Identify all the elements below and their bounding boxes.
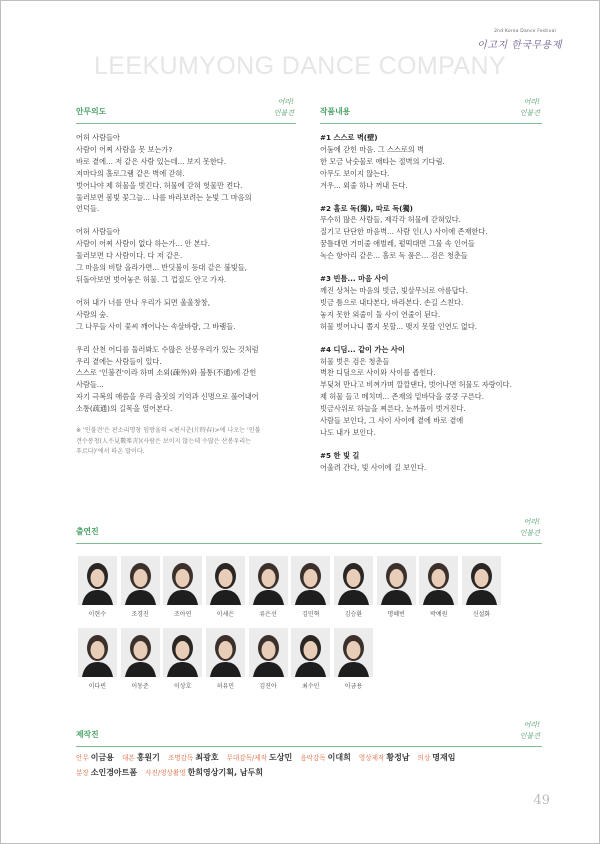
section-label-content: 작품내용 xyxy=(320,107,351,116)
text-line: 놓지 못한 외줄이 둘 사이 연줄이 된다. xyxy=(320,309,441,319)
content-part xyxy=(320,132,546,192)
stamp-logo: 어라! 인불견 xyxy=(519,518,540,537)
part-title: #5 한 빛 길 xyxy=(320,450,360,460)
text-line: 무수히 많은 사람들, 제각각 허물에 갇혀있다. xyxy=(320,215,461,225)
credit-line xyxy=(76,751,546,766)
part-title: #2 홀로 독(獨), 따로 독(獨) xyxy=(320,203,413,213)
page-number: 49 xyxy=(533,793,550,808)
credit-role: 음악감독 xyxy=(300,754,326,762)
portrait-photo xyxy=(163,628,202,677)
credit-name: 이대희 xyxy=(327,753,351,762)
cast-name: 조아연 xyxy=(174,611,192,618)
cast-name: 최수인 xyxy=(302,683,320,690)
cast-member xyxy=(76,556,119,618)
note-line: 푸르다)'에서 따온 말이다. xyxy=(76,448,145,456)
content-part xyxy=(320,450,546,474)
intent-text xyxy=(76,132,302,458)
portrait-photo xyxy=(291,628,330,677)
portrait-photo xyxy=(377,556,416,605)
text-line: 뒤돌아보면 벗어놓은 허물. 그 껍질도 안고 가자. xyxy=(76,274,227,284)
text-line: 깨진 상처는 마음의 빗금, 빛살무늬로 아름답다. xyxy=(320,285,468,295)
text-line: 바로 곁에... 저 같은 사람 있는데... 보지 못한다. xyxy=(76,156,227,166)
cast-member xyxy=(289,556,332,618)
cast-name: 신설화 xyxy=(472,611,491,618)
cast-member xyxy=(332,556,375,618)
text-line: 한 모금 낙숫물로 애타는 절벽의 기다림. xyxy=(320,156,445,166)
cast-name: 명혜빈 xyxy=(387,611,405,618)
cast-member xyxy=(289,628,332,690)
cast-member xyxy=(119,556,162,618)
cast-name: 이다빈 xyxy=(88,683,107,690)
cast-member xyxy=(161,628,204,690)
text-line: 그 나무들 사이 꽃씨 깨어나는 속살바람, 그 바램들. xyxy=(76,321,236,331)
credit-name: 소인경아트폼 xyxy=(90,767,138,777)
paragraph xyxy=(76,297,302,333)
cast-member xyxy=(247,556,290,618)
credit-name: 홍원기 xyxy=(136,753,160,762)
credit-name: 황정남 xyxy=(386,753,410,762)
cast-member xyxy=(247,628,290,690)
cast-name: 조경진 xyxy=(131,611,149,618)
text-line: 자기 극복의 애씀을 우리 춤짓의 기억과 신명으로 풀어내어 xyxy=(76,392,259,402)
text-line: 둘러보면 다 사람이다. 다 저 같은. xyxy=(76,251,183,261)
content-part xyxy=(320,344,546,439)
section-rule xyxy=(76,746,542,747)
cast-name: 허유민 xyxy=(216,683,235,690)
cast-member xyxy=(204,628,247,690)
section-head-content xyxy=(320,100,542,124)
footnote xyxy=(76,426,302,458)
portrait-photo xyxy=(206,628,245,677)
text-line: 언덕들. xyxy=(76,204,100,214)
cast-name: 박예원 xyxy=(430,611,448,618)
cast-member xyxy=(204,556,247,618)
content-part xyxy=(320,203,546,263)
cast-member xyxy=(76,628,119,690)
text-line: 그 마음의 비탈 올라가면... 반딧불이 등대 같은 불빛들, xyxy=(76,263,247,273)
staff-credits xyxy=(76,751,546,780)
note-line: ※ '인불견'은 판소리명창 임방울의 <편시춘(片時春)>에 나오는 '인불 xyxy=(76,427,261,435)
credit-name: 이금용 xyxy=(90,753,114,762)
credit-name: 명재임 xyxy=(432,753,456,762)
section-head-intent xyxy=(76,100,296,124)
text-line: 사람들... xyxy=(76,380,104,390)
text-line: 아무도 보이지 않는다. xyxy=(320,168,390,178)
text-line: 둘러보면 봄빛 꽃그늘... 나를 바라보려는 눈빛 그 마음의 xyxy=(76,192,252,202)
text-line: 부딪쳐 만나고 비껴가며 깔깔댄다, 벗어나면 허물도 자랑이다. xyxy=(320,380,512,390)
text-line: 빗금사위로 하늘을 찌른다, 눈까풀이 벗겨진다. xyxy=(320,404,466,414)
text-line: 벗어나야 제 허물을 벗긴다. 허물에 갇혀 헛물만 켠다. xyxy=(76,180,243,190)
portrait-photo xyxy=(249,556,288,605)
portrait-photo xyxy=(462,556,501,605)
part-title: #4 디딤... 같이 가는 사이 xyxy=(320,344,405,354)
cast-member xyxy=(119,628,162,690)
paragraph xyxy=(76,344,302,415)
text-line: 저마다의 홀로그램 같은 벽에 갇혀. xyxy=(76,168,185,178)
section-rule xyxy=(320,123,542,124)
text-line: 사람들 보인다, 그 사이 사이에 곁에 바로 곁에 xyxy=(320,416,464,426)
stamp-logo: 어라! 인불견 xyxy=(519,721,540,740)
credit-role: 안무 xyxy=(76,754,89,762)
cast-name: 김승환 xyxy=(344,611,363,618)
portrait-photo xyxy=(249,628,288,677)
cast-member xyxy=(332,628,375,690)
section-head-staff xyxy=(76,723,542,747)
text-line: 질기고 단단한 마음벽... 사람 인(人) 사이에 존재한다. xyxy=(320,227,488,237)
festival-title-en: 2nd Korea Dance Festival xyxy=(494,29,556,34)
text-line: 나도 내가 보인다. xyxy=(320,427,376,437)
content-part xyxy=(320,273,546,333)
text-line: 빗금 틈으로 내다본다, 바라본다. 손길 스친다. xyxy=(320,297,464,307)
note-line: 견수봉청(人不見數峯靑)(사람은 보이지 않는데 수많은 산봉우리는 xyxy=(76,437,252,445)
paragraph xyxy=(76,226,302,286)
section-rule xyxy=(76,123,296,124)
text-line: 소통(疏通)의 길목을 열어본다. xyxy=(76,404,173,414)
credit-name: 최광호 xyxy=(195,753,219,762)
credit-role: 사진/영상촬영 xyxy=(145,768,186,777)
text-line: 우리 곁에는 사람들이 있다. xyxy=(76,356,162,366)
section-rule xyxy=(76,543,542,544)
cast-member xyxy=(460,556,503,618)
cast-name: 이현수 xyxy=(88,611,107,618)
portrait-photo xyxy=(163,556,202,605)
text-line: 꿈틀대면 거미줄 애벌레, 펄떡대면 그물 속 인어들 xyxy=(320,239,475,249)
cast-member xyxy=(418,556,461,618)
text-line: 허물 벗어나니 쫄지 못할... 맺지 못할 인연도 없다. xyxy=(320,321,478,331)
paragraph xyxy=(76,132,302,215)
section-label-cast: 출연진 xyxy=(76,527,99,536)
text-line: 어허 내가 너를 만나 우리가 되면 울울창창, xyxy=(76,297,211,307)
section-label-staff: 제작진 xyxy=(76,730,99,739)
text-line: 우리 산천 어디를 둘러봐도 수많은 산봉우리가 있는 것처럼 xyxy=(76,344,259,354)
cast-name: 류은선 xyxy=(259,611,277,618)
section-label-intent: 안무의도 xyxy=(76,107,107,116)
stamp-logo: 어라! 인불견 xyxy=(273,98,294,117)
cast-name: 이동준 xyxy=(131,683,149,690)
credit-line xyxy=(76,766,546,781)
cast-row xyxy=(76,628,546,690)
text-line: 스스로 '인불견'이라 하며 소외(疎外)와 불통(不通)에 갇힌 xyxy=(76,368,257,378)
cast-member xyxy=(375,556,418,618)
part-title: #1 스스로 벽(壁) xyxy=(320,133,378,142)
credit-role: 영상제작 xyxy=(358,754,385,762)
cast-name: 이상호 xyxy=(174,683,192,690)
portrait-photo xyxy=(419,556,458,605)
text-line: 겨우... 외줄 하나 꺼내 든다. xyxy=(320,180,408,190)
portrait-photo xyxy=(121,556,160,605)
text-line: 허물 벗은 검은 청춘들 xyxy=(320,356,390,366)
cast-name: 이금용 xyxy=(344,683,363,690)
stamp-logo: 어라! 인불견 xyxy=(519,98,540,117)
portrait-photo xyxy=(334,628,373,677)
text-line: 사람의 숲. xyxy=(76,309,109,319)
credit-role: 무대감독/제작 xyxy=(226,754,267,762)
portrait-photo xyxy=(78,556,117,605)
cast-name: 김민혁 xyxy=(302,611,320,618)
content-text xyxy=(320,132,546,485)
portrait-photo xyxy=(291,556,330,605)
credit-role: 대본 xyxy=(121,754,135,762)
section-head-cast xyxy=(76,520,542,544)
portrait-photo xyxy=(121,628,160,677)
text-line: 사람이 어찌 사람을 못 보는가? xyxy=(76,144,173,154)
credit-role: 조명감독 xyxy=(167,754,194,762)
cast-member xyxy=(161,556,204,618)
text-line: 어허 사람들아 xyxy=(76,133,120,142)
text-line: 녹슨 항아리 같은... 홀로 독 품은... 검은 청춘들 xyxy=(320,251,468,261)
text-line: 제 허물 들고 메치며... 존재의 밑바닥을 쿵쿵 구른다. xyxy=(320,392,484,402)
festival-logo: 이고지 한국무용제 xyxy=(477,40,562,51)
credit-name: 한희영상기획, 남두희 xyxy=(187,767,263,777)
portrait-photo xyxy=(78,628,117,677)
cast-name: 김진아 xyxy=(259,683,277,690)
text-line: 벽찬 디딤으로 사이와 사이를 좁힌다. xyxy=(320,368,436,378)
portrait-photo xyxy=(206,556,245,605)
text-line: 어울려 간다, 빛 사이에 길 보인다. xyxy=(320,462,427,472)
company-title: LEEKUMYONG DANCE COMPANY xyxy=(94,52,506,80)
text-line: 사람이 어찌 사람이 없다 하는가... 안 본다. xyxy=(76,239,210,249)
cast-name: 이세은 xyxy=(216,611,235,618)
credit-role: 분장 xyxy=(76,768,89,777)
text-line: 어둠에 갇힌 마음. 그 스스로의 벽 xyxy=(320,144,424,154)
portrait-photo xyxy=(334,556,373,605)
cast-row xyxy=(76,556,546,618)
text-line: 어허 사람들아 xyxy=(76,227,120,237)
credit-role: 의상 xyxy=(417,754,431,762)
credit-name: 도상민 xyxy=(269,753,293,762)
part-title: #3 빈틈... 마음 사이 xyxy=(320,274,389,284)
